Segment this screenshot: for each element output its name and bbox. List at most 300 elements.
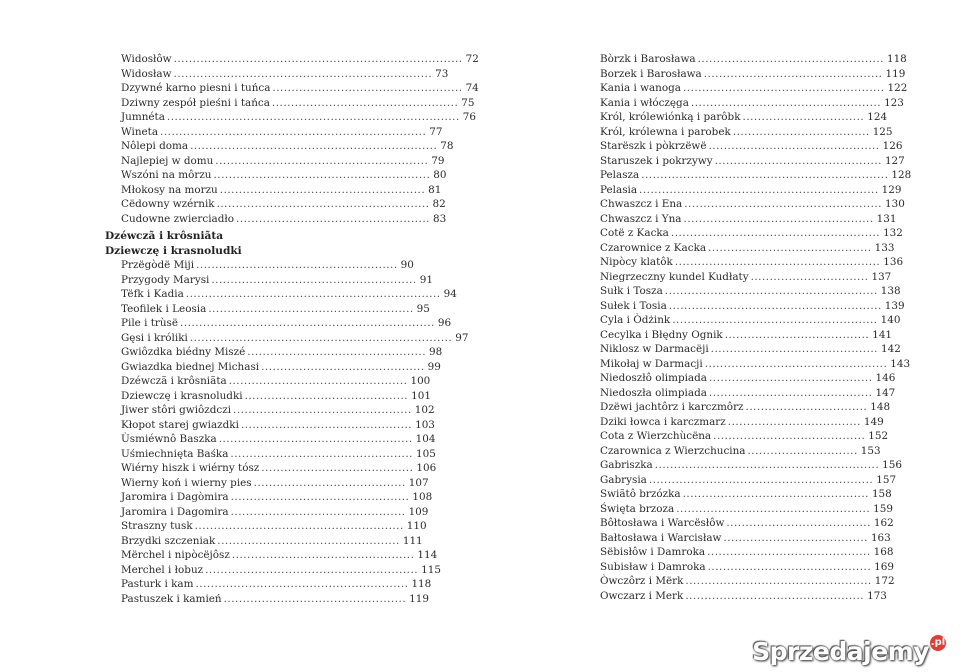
toc-page-number: 130 (885, 198, 905, 210)
toc-entry (105, 534, 423, 549)
toc-entry (600, 67, 906, 82)
toc-dot-leader: ...................................... (724, 328, 870, 341)
toc-page-number: 94 (443, 288, 457, 300)
toc-page-number: 126 (882, 140, 903, 152)
toc-entry-title: Brzydki szczeniak (121, 534, 216, 547)
toc-entry (105, 168, 447, 183)
toc-entry-title: Staruszek i pokrzywy (600, 154, 713, 167)
toc-entry (600, 560, 894, 575)
toc-entry-title: Bôłtosława i Warcësłôw (600, 517, 725, 529)
toc-dot-leader: ................................................... (236, 212, 430, 225)
toc-page-number: 152 (868, 430, 889, 442)
toc-entry (600, 81, 908, 96)
toc-entry (600, 386, 896, 401)
toc-page-number: 110 (406, 520, 427, 532)
toc-dot-leader: ................................................. (271, 96, 459, 109)
toc-dot-leader: ............................................................... (639, 183, 879, 196)
toc-dot-leader: ..................................................... (682, 82, 885, 94)
toc-page-number: 103 (415, 418, 435, 431)
toc-page-number: 136 (883, 256, 904, 268)
watermark-text: Sprzedajemy (752, 637, 929, 666)
toc-dot-leader: ...................................................... (208, 302, 414, 315)
toc-page-number: 119 (885, 67, 906, 80)
toc-dot-leader: ................................................................... (180, 317, 435, 329)
toc-page-number: 75 (461, 96, 475, 109)
toc-dot-leader: ................................................................. (190, 140, 438, 152)
toc-entry (105, 577, 432, 592)
toc-entry (105, 403, 435, 418)
toc-entry-title: Merchel i łobuz (121, 563, 204, 576)
toc-page-number: 98 (429, 346, 443, 358)
toc-entry-title: Jiwer stôri gwiôzdczi (121, 404, 232, 416)
toc-entry-title: Kania i wanoga (600, 82, 681, 94)
toc-page-number: 125 (872, 125, 893, 138)
toc-page-number: 131 (876, 212, 897, 225)
toc-dot-leader: ................................... (727, 415, 861, 428)
toc-entry (105, 125, 443, 140)
toc-page-number: 72 (465, 53, 479, 65)
toc-dot-leader: ............................... (750, 270, 869, 283)
toc-page-number: 142 (880, 343, 901, 355)
toc-entry (600, 444, 881, 459)
toc-page-number: 100 (410, 375, 431, 387)
toc-dot-leader: .............................................. (230, 505, 406, 518)
toc-entry-title: Dziwny zespół pieśni i tańca (121, 96, 270, 109)
toc-page-number: 148 (870, 401, 891, 413)
toc-dot-leader: ................................ (745, 401, 868, 413)
toc-dot-leader: ............................................................................ (173, 53, 463, 65)
toc-dot-leader: ................................................... (218, 433, 413, 445)
toc-entry (105, 110, 476, 125)
toc-entry-title: Starëszk i pòkrzëwë (600, 140, 707, 152)
toc-entry (600, 458, 902, 473)
toc-entry (105, 212, 447, 227)
toc-entry (600, 197, 905, 212)
toc-dot-leader: ................................................ (704, 357, 888, 370)
toc-dot-leader: ........................................................ (195, 578, 409, 590)
toc-entry (600, 574, 895, 589)
sprzedajemy-watermark (752, 637, 946, 666)
toc-entry-title: Dzywné karno piesni i tuńca (121, 82, 271, 94)
toc-entry-title: Niklosz w Darmacëji (600, 343, 709, 355)
toc-dot-leader: ................................................ (231, 549, 415, 561)
toc-entry (600, 589, 887, 604)
toc-page-number: 82 (432, 198, 446, 210)
toc-entry (600, 168, 912, 183)
toc-page-number: 169 (874, 560, 894, 573)
toc-entry-title: Cecylka i Błędny Ognik (600, 328, 723, 341)
toc-entry-title: Kania i włóczęga (600, 96, 689, 109)
toc-entry (105, 258, 414, 273)
toc-dot-leader: ................................................................... (185, 288, 441, 300)
toc-entry-title: Jumnéta (121, 111, 165, 123)
toc-dot-leader: ............................................................................. (166, 111, 460, 123)
toc-dot-leader: .................................................. (683, 212, 874, 225)
toc-page-number: 101 (411, 389, 431, 402)
watermark-badge: .pl (930, 635, 946, 651)
toc-entry-title: Pelasia (600, 183, 638, 196)
toc-entry (105, 447, 436, 462)
toc-entry-title: Swiãtô brzózka (600, 488, 681, 500)
toc-page-number: 81 (428, 183, 442, 196)
toc-dot-leader: ..................................................... (196, 259, 398, 271)
toc-dot-leader: ........................................... (244, 389, 409, 402)
toc-dot-leader: ...................................... (723, 531, 868, 544)
toc-entry (600, 270, 892, 285)
toc-page-number: 122 (887, 82, 908, 94)
toc-entry (105, 316, 452, 331)
toc-entry-title: Bałtosława i Warcisław (600, 531, 722, 544)
toc-entry (105, 154, 445, 169)
section-heading-kashubian: Dzéwczã i krôsniãta (105, 230, 224, 242)
toc-entry (105, 183, 442, 198)
toc-dot-leader: ...................................................... (674, 256, 881, 268)
toc-entry (105, 432, 436, 447)
toc-page-number: 111 (402, 534, 423, 547)
toc-entry-title: Najlepiej w domu (121, 154, 214, 167)
toc-entry-title: Gwiazdka biednej Michasi (121, 360, 260, 373)
toc-dot-leader: ............................................... (685, 589, 865, 602)
toc-page-number: 108 (412, 491, 433, 503)
toc-page-number: 173 (867, 589, 887, 602)
toc-dot-leader: ................................................ (223, 592, 407, 605)
toc-entry (105, 592, 429, 607)
toc-page-number: 119 (409, 592, 429, 605)
toc-page-number: 147 (875, 386, 896, 399)
toc-dot-leader: ................................................. (685, 575, 872, 587)
toc-entry-title: Mikołaj w Darmacji (600, 357, 703, 370)
toc-entry-title: Wiérny hiszk i wiérny tósz (121, 462, 260, 474)
toc-entry-title: Dziki łowca i karczmarz (600, 415, 726, 428)
toc-page-number: 91 (419, 273, 433, 286)
toc-entry-title: Niedoszła olimpiada (600, 386, 707, 399)
toc-page-number: 107 (408, 476, 429, 489)
toc-page-number: 96 (437, 317, 452, 329)
toc-entry (105, 52, 479, 67)
toc-entry-title: Cotë z Kacka (600, 227, 669, 239)
toc-dot-leader: ........................................................... (654, 459, 880, 471)
toc-dot-leader: ........................................... (708, 386, 873, 399)
toc-dot-leader: ............................................... (703, 67, 883, 80)
toc-page-number: 162 (873, 517, 894, 529)
toc-entry-title: Chwaszcz i Ena (600, 198, 683, 210)
toc-entry-title: Sëbisłôw i Damroka (600, 546, 706, 558)
toc-entry-title: Pasturk i kam (121, 578, 194, 590)
toc-entry (105, 360, 441, 375)
toc-page-number: 124 (867, 111, 888, 123)
toc-page-number: 139 (884, 299, 905, 312)
toc-entry-title: Owczarz i Merk (600, 589, 684, 602)
toc-page-number: 123 (884, 96, 904, 109)
toc-entry-title: Dzéwczã i krôsniãta (121, 375, 227, 387)
toc-entry-title: Kłopot starej gwiazdki (121, 418, 239, 431)
toc-dot-leader: ........................................................ (668, 299, 882, 312)
toc-entry-title: Pelasza (600, 169, 640, 181)
toc-dot-leader: ........................................... (708, 241, 872, 254)
toc-entry (600, 255, 904, 270)
toc-entry-title: Sułk i Tosza (600, 285, 663, 297)
toc-page-number: 157 (876, 473, 897, 486)
toc-entry (600, 299, 905, 314)
toc-entry (105, 519, 427, 534)
toc-entry (105, 563, 441, 578)
toc-entry-title: Bòrzk i Barosława (600, 53, 696, 65)
toc-page-number: 132 (883, 227, 903, 239)
toc-page-number: 158 (871, 488, 892, 500)
toc-dot-leader: .................................... (732, 125, 870, 138)
toc-page-number: 118 (411, 578, 432, 590)
toc-dot-leader: ...................................................... (211, 273, 417, 286)
toc-entry (105, 418, 435, 433)
toc-dot-leader: ........................................... (707, 546, 871, 558)
toc-entry (600, 473, 897, 488)
toc-page-number: 163 (870, 531, 891, 544)
toc-dot-leader: ................................................ (217, 534, 400, 547)
toc-entry (600, 313, 901, 328)
toc-page-number: 156 (882, 459, 902, 471)
toc-entry (105, 273, 433, 288)
toc-dot-leader: ...................................................................... (160, 125, 427, 138)
toc-page-number: 105 (415, 447, 436, 460)
toc-entry (105, 389, 431, 404)
toc-entry-title: Straszny tusk (121, 520, 193, 532)
toc-page-number: 140 (880, 314, 901, 326)
toc-entry-title: Gwiôzdka biédny Miszé (121, 346, 246, 358)
toc-entry-title: Jaromira i Dagòmira (121, 491, 229, 503)
toc-page-number: 73 (435, 67, 449, 80)
toc-page-number: 128 (891, 169, 912, 181)
toc-entry (600, 96, 904, 111)
toc-dot-leader: ........................................................ (216, 198, 430, 210)
toc-page-number: 95 (416, 302, 430, 315)
toc-dot-leader: ............................................... (247, 346, 427, 358)
toc-dot-leader: ..................................................................... (189, 331, 453, 344)
toc-entry-title: Pile i trùsë (121, 317, 179, 329)
toc-dot-leader: ............................................ (710, 343, 878, 355)
toc-entry (600, 357, 911, 372)
toc-entry-title: Jaromira i Dagomira (121, 505, 229, 518)
toc-dot-leader: ................................................ (230, 447, 413, 460)
toc-dot-leader: ........................................................ (205, 563, 419, 576)
toc-page-number: 80 (433, 169, 447, 181)
toc-dot-leader: ................................................. (682, 488, 869, 500)
toc-dot-leader: ....................................................... (194, 520, 404, 532)
toc-entry-title: Święta brzoza (600, 502, 675, 515)
toc-entry (600, 545, 894, 560)
toc-entry (600, 371, 896, 386)
toc-entry-title: Dzëwi jachtôrz i karczmôrz (600, 401, 744, 413)
toc-entry (600, 400, 891, 415)
toc-page-number: 106 (416, 462, 437, 474)
toc-entry-title: Òwczôrz i Mërk (600, 575, 684, 587)
toc-page-number: 77 (429, 125, 443, 138)
toc-dot-leader: ............................................... (230, 491, 410, 503)
toc-page-number: 138 (880, 285, 901, 297)
toc-page-number: 83 (432, 212, 447, 225)
toc-entry-title: Borzek i Barosława (600, 67, 702, 80)
toc-entry-title: Chwaszcz i Yna (600, 212, 682, 225)
toc-entry-title: Cudowne zwierciadło (121, 212, 235, 225)
toc-entry (105, 287, 457, 302)
toc-entry (600, 328, 893, 343)
toc-entry-title: Gabriszka (600, 459, 653, 471)
toc-page-number: 149 (863, 415, 884, 428)
toc-entry (105, 96, 475, 111)
toc-page-number: 115 (421, 563, 441, 576)
toc-dot-leader: ........................................... (707, 560, 872, 573)
toc-dot-leader: ............................................ (714, 154, 882, 167)
toc-dot-leader: ............................................. (708, 140, 880, 152)
toc-entry (105, 461, 437, 476)
toc-dot-leader: ................................................... (676, 502, 871, 515)
toc-entry (600, 183, 902, 198)
toc-entry-title: Czarownica z Wierzchucina (600, 444, 746, 457)
toc-entry (600, 52, 907, 67)
toc-page-number: 99 (427, 360, 441, 373)
toc-page-number: 133 (874, 241, 895, 254)
toc-dot-leader: .................................................................... (173, 67, 433, 80)
toc-entry (105, 345, 443, 360)
toc-entry-title: Tëfk i Kadia (121, 288, 184, 300)
toc-page-number: 172 (874, 575, 895, 587)
toc-entry-title: Nipòcy klatôk (600, 256, 673, 268)
toc-entry-title: Przëgòdë Miji (121, 259, 195, 271)
toc-entry (105, 374, 431, 389)
toc-entry-title: Wineta (121, 125, 159, 138)
toc-dot-leader: ............................................... (228, 375, 408, 387)
toc-page-number: 74 (465, 82, 479, 94)
toc-entry (105, 81, 479, 96)
toc-entry-title: Widosław (121, 67, 172, 80)
toc-entry (600, 212, 897, 227)
toc-entry-title: Cota z Wierzchùcëna (600, 430, 712, 442)
toc-page-number: 141 (872, 328, 893, 341)
toc-entry (105, 548, 438, 563)
toc-entry-title: Dziewczę i krasnoludki (121, 389, 243, 402)
toc-entry (105, 139, 454, 154)
toc-dot-leader: ........................................................ (215, 154, 429, 167)
toc-page-number: 159 (873, 502, 893, 515)
toc-page-number: 127 (884, 154, 905, 167)
toc-page-number: 168 (873, 546, 894, 558)
toc-entry (600, 531, 891, 546)
toc-dot-leader: ........................................................ (664, 285, 878, 297)
toc-dot-leader: .................................................... (684, 198, 882, 210)
toc-page-number: 97 (455, 331, 469, 344)
toc-entry (600, 284, 901, 299)
toc-dot-leader: ................................................................. (641, 169, 889, 181)
toc-page-number: 137 (871, 270, 892, 283)
toc-entry-title: Król, królewiónką i parôbk (600, 111, 741, 123)
toc-page-number: 109 (408, 505, 429, 518)
toc-entry-title: Król, królewna i parobek (600, 125, 731, 138)
toc-entry (105, 476, 429, 491)
toc-entry-title: Teofilek i Leosia (121, 302, 207, 315)
toc-entry (105, 490, 433, 505)
toc-entry-title: Subisław i Damroka (600, 560, 706, 573)
toc-entry (600, 487, 892, 502)
toc-dot-leader: ................................................. (697, 53, 884, 65)
toc-entry-title: Pastuszek i kamień (121, 592, 222, 605)
toc-entry (600, 342, 901, 357)
toc-dot-leader: ............................................. (240, 418, 413, 431)
toc-entry (600, 241, 895, 256)
toc-page-number: 102 (414, 404, 435, 416)
section-heading-polish: Dziewczę i krasnoludki (105, 244, 242, 257)
toc-entry (600, 226, 903, 241)
toc-entry-title: Niegrzeczny kundel Kudłaty (600, 270, 749, 283)
toc-entry (600, 139, 903, 154)
toc-entry-title: Nôlepi doma (121, 140, 189, 152)
toc-entry (600, 154, 905, 169)
toc-page-number: 118 (886, 53, 907, 65)
toc-dot-leader: ............................. (747, 444, 858, 457)
toc-dot-leader: ...................................................... (219, 183, 426, 196)
toc-entry-title: Mërchel i nipòcëjôsz (121, 549, 230, 561)
toc-dot-leader: ........................................ (713, 430, 866, 442)
toc-page-number: 78 (440, 140, 454, 152)
toc-entry (600, 429, 889, 444)
toc-dot-leader: .................................................. (272, 82, 463, 94)
toc-page-number: 76 (462, 111, 476, 123)
toc-dot-leader: ........................................... (708, 372, 873, 384)
toc-entry-title: Widosłôw (121, 53, 172, 65)
toc-page-number: 104 (415, 433, 436, 445)
toc-entry (105, 505, 429, 520)
toc-entry-title: Młokosy na morzu (121, 183, 218, 196)
toc-entry-title: Uśmiechnięta Baśka (121, 447, 229, 460)
toc-dot-leader: ........................................ (261, 462, 414, 474)
toc-entry-title: Ùsmiéwnô Baszka (121, 433, 217, 445)
toc-entry (600, 502, 893, 517)
toc-page-number: 129 (881, 183, 902, 196)
toc-dot-leader: ......................................................... (213, 169, 431, 181)
toc-dot-leader: .................................................. (690, 96, 882, 109)
toc-entry (105, 331, 469, 346)
toc-entry-title: Cëdowny wzérnik (121, 198, 215, 210)
toc-entry-title: Czarownice z Kacka (600, 241, 707, 254)
toc-entry (105, 197, 446, 212)
toc-page-number: 114 (417, 549, 438, 561)
toc-page-number: 79 (431, 154, 445, 167)
toc-entry-title: Cyla i Òdżink (600, 314, 671, 326)
toc-entry-title: Niedoszłô olimpiada (600, 372, 707, 384)
toc-dot-leader: ...................................... (726, 517, 871, 529)
toc-dot-leader: ...................................................... (672, 314, 878, 326)
toc-entry-title: Gabrysia (600, 473, 647, 486)
toc-page-number: 90 (400, 259, 414, 271)
left-toc-column (105, 52, 479, 606)
toc-entry-title: Wszóni na môrzu (121, 169, 212, 181)
toc-entry-title: Gęsi i króliki (121, 331, 188, 344)
toc-page-number: 146 (875, 372, 896, 384)
toc-entry-title: Wierny koń i wierny pies (121, 476, 252, 489)
toc-page-number: 143 (890, 357, 911, 370)
toc-dot-leader: ............................................... (233, 404, 412, 416)
toc-entry (600, 110, 888, 125)
toc-entry (600, 125, 893, 140)
toc-dot-leader: ................................ (742, 111, 865, 123)
toc-dot-leader: ........................................................... (648, 473, 874, 486)
toc-entry (600, 415, 884, 430)
toc-entry (600, 516, 894, 531)
toc-entry-title: Sułek i Tosia (600, 299, 667, 312)
toc-entry (105, 67, 449, 82)
toc-entry-title: Przygody Marysi (121, 273, 210, 286)
toc-dot-leader: ........................................ (253, 476, 406, 489)
toc-entry (105, 302, 430, 317)
toc-dot-leader: ....................................................... (670, 227, 881, 239)
